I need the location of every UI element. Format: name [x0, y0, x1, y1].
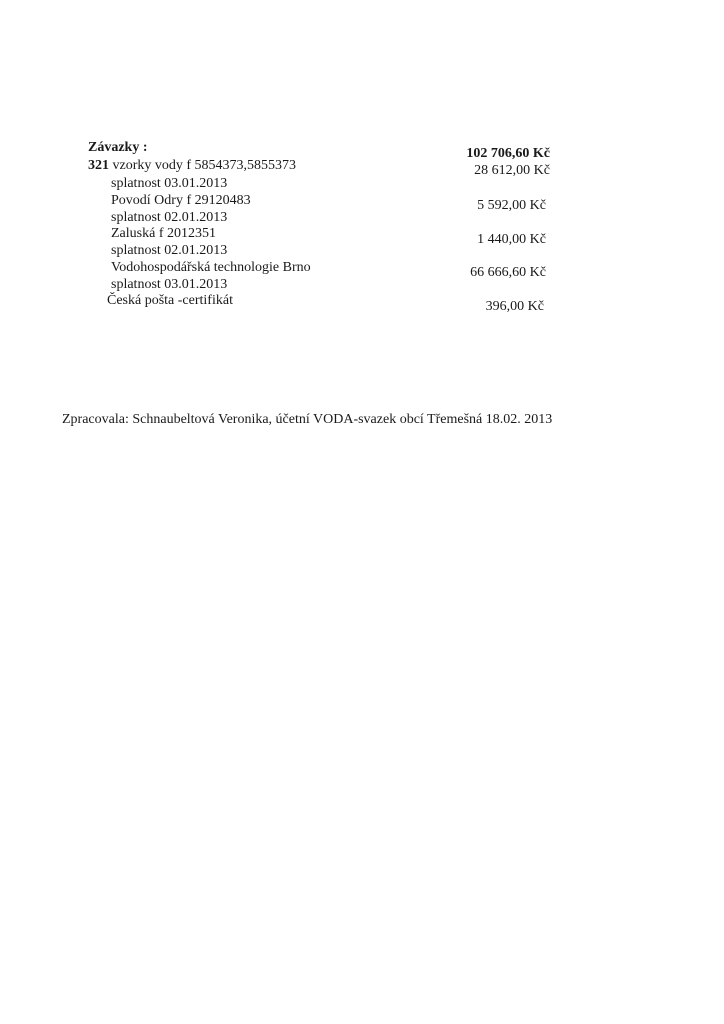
account-number: 321 [88, 158, 109, 173]
account-description: vzorky vody f 5854373,5855373 [112, 158, 297, 173]
prepared-by-note: Zpracovala: Schnaubeltová Veronika, účetní VODA-svazek obcí Třemešná 18.02. 2013 [62, 412, 553, 427]
item-due-date: splatnost 03.01.2013 [111, 277, 228, 292]
item-amount: 5 592,00 Kč [477, 198, 546, 213]
total-amount: 102 706,60 Kč [466, 146, 550, 161]
item-name: Česká pošta -certifikát [107, 293, 233, 308]
item-due-date: splatnost 03.01.2013 [111, 176, 228, 191]
item-name: Povodí Odry f 29120483 [111, 193, 251, 208]
item-name: Vodohospodářská technologie Brno [111, 260, 311, 275]
account-row [88, 158, 296, 174]
section-title: Závazky : [88, 140, 148, 155]
item-amount: 396,00 Kč [485, 299, 544, 314]
item-name: Zaluská f 2012351 [111, 226, 216, 241]
item-due-date: splatnost 02.01.2013 [111, 243, 228, 258]
item-amount: 28 612,00 Kč [474, 163, 550, 178]
item-due-date: splatnost 02.01.2013 [111, 210, 228, 225]
item-amount: 66 666,60 Kč [470, 265, 546, 280]
item-amount: 1 440,00 Kč [477, 232, 546, 247]
